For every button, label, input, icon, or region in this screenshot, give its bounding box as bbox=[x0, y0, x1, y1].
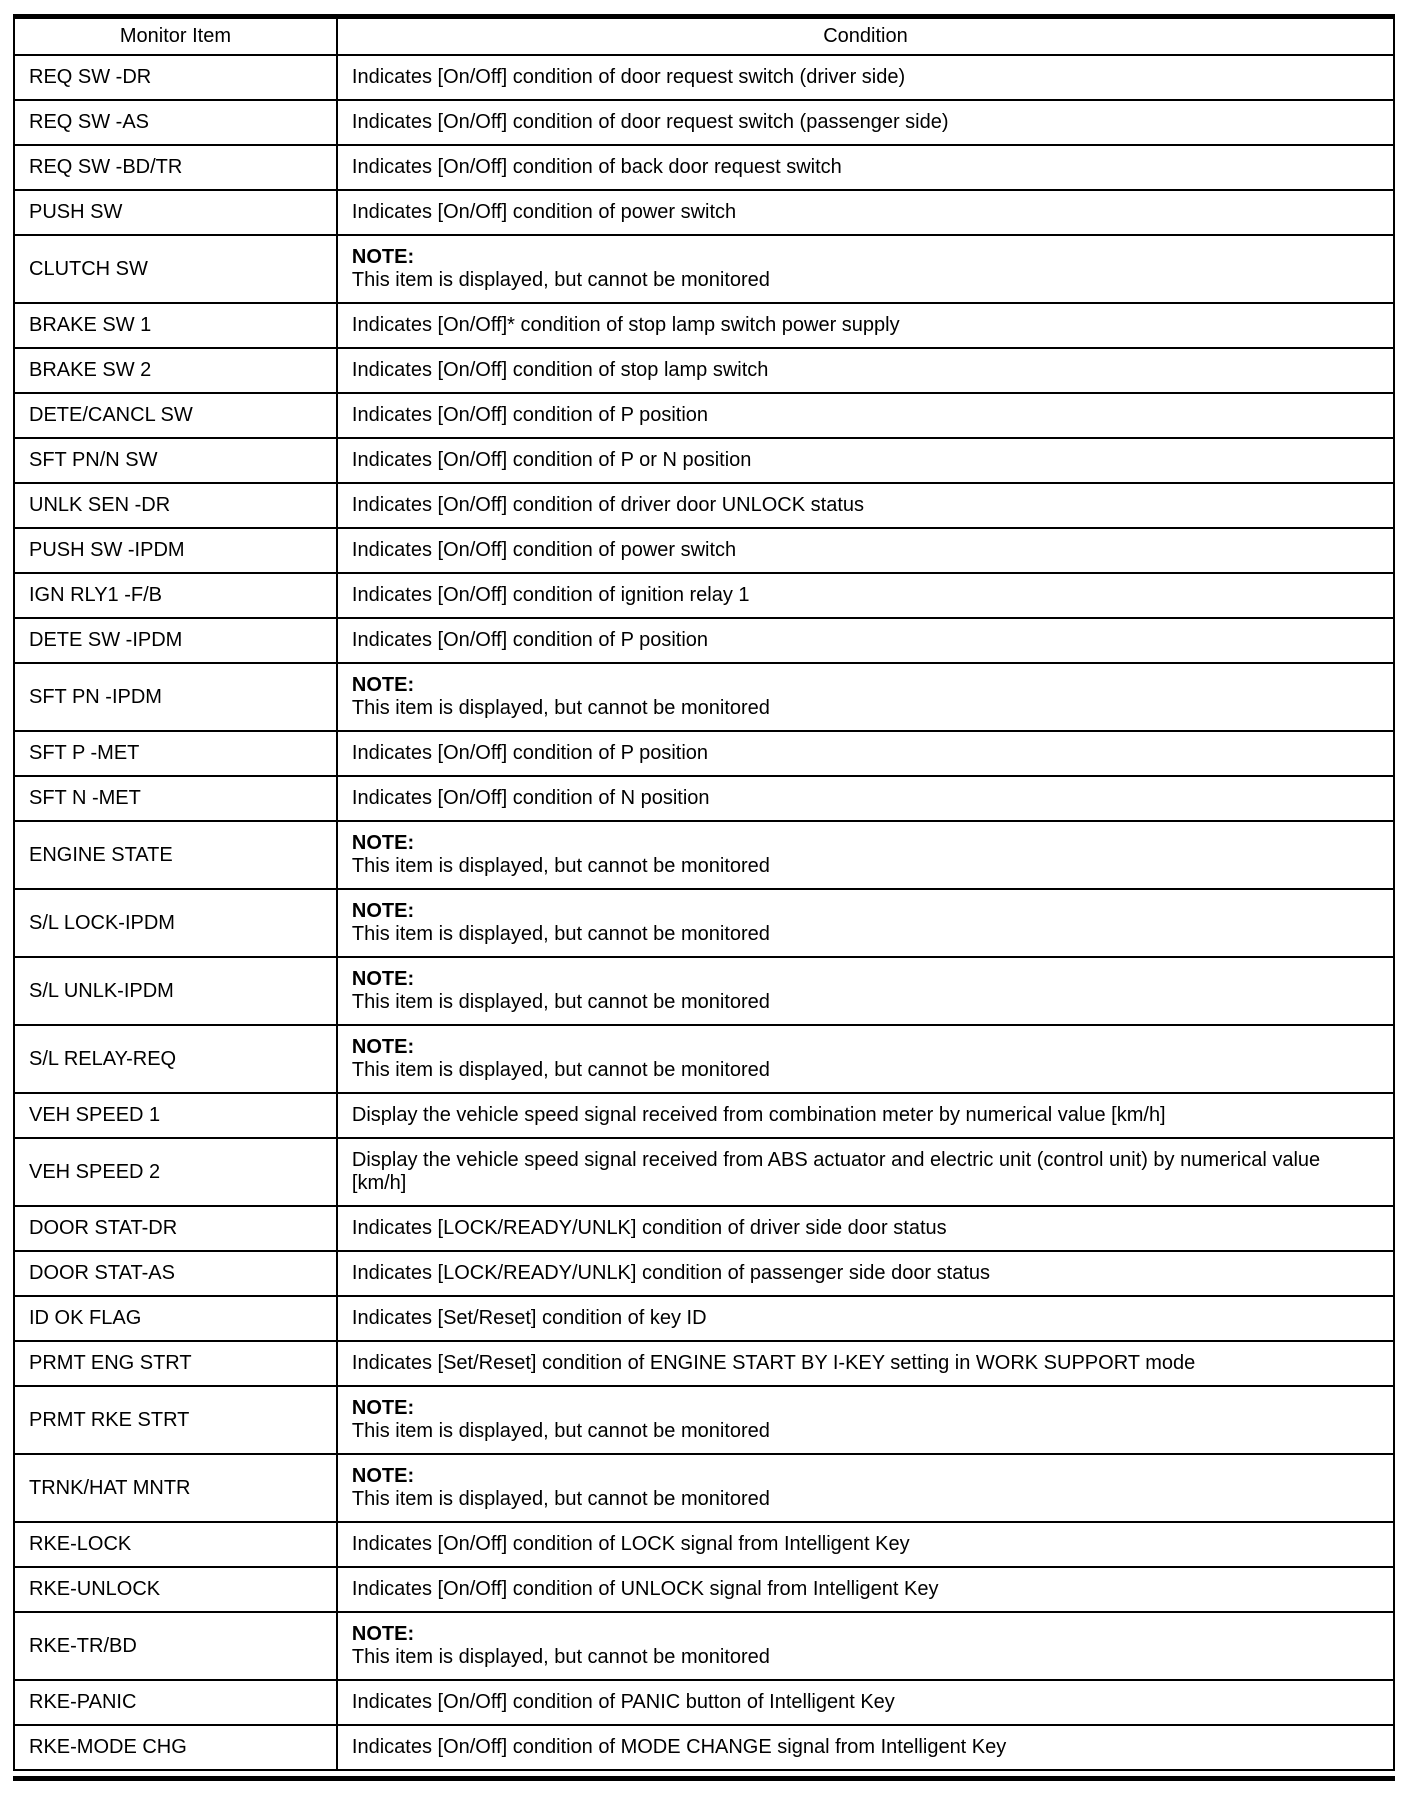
monitor-item-cell: DETE/CANCL SW bbox=[14, 393, 337, 438]
monitor-item-cell: VEH SPEED 2 bbox=[14, 1138, 337, 1206]
monitor-item-cell: DETE SW -IPDM bbox=[14, 618, 337, 663]
monitor-item-cell: SFT PN -IPDM bbox=[14, 663, 337, 731]
condition-cell: Indicates [On/Off]* condition of stop lamp switch power supply bbox=[337, 303, 1394, 348]
condition-cell: Indicates [On/Off] condition of P position bbox=[337, 731, 1394, 776]
note-text: This item is displayed, but cannot be monitored bbox=[351, 1646, 770, 1668]
table-row bbox=[14, 438, 1394, 483]
condition-cell bbox=[337, 1454, 1394, 1522]
condition-cell: Indicates [On/Off] condition of driver door UNLOCK status bbox=[337, 483, 1394, 528]
note-text: This item is displayed, but cannot be monitored bbox=[351, 269, 770, 291]
monitor-table-frame bbox=[13, 14, 1395, 1781]
monitor-item-cell: RKE-MODE CHG bbox=[14, 1725, 337, 1770]
table-row bbox=[14, 100, 1394, 145]
table-row bbox=[14, 1251, 1394, 1296]
monitor-item-cell: SFT N -MET bbox=[14, 776, 337, 821]
monitor-item-cell: S/L UNLK-IPDM bbox=[14, 957, 337, 1025]
table-row bbox=[14, 1093, 1394, 1138]
note-text: This item is displayed, but cannot be monitored bbox=[351, 923, 770, 945]
column-header-condition: Condition bbox=[337, 19, 1394, 55]
table-row bbox=[14, 573, 1394, 618]
note-label: NOTE: bbox=[351, 1036, 415, 1058]
table-row bbox=[14, 483, 1394, 528]
condition-cell: Indicates [Set/Reset] condition of key ID bbox=[337, 1296, 1394, 1341]
monitor-item-cell: UNLK SEN -DR bbox=[14, 483, 337, 528]
table-row bbox=[14, 1296, 1394, 1341]
column-header-monitor-item: Monitor Item bbox=[14, 19, 337, 55]
table-row bbox=[14, 1680, 1394, 1725]
condition-cell: Indicates [On/Off] condition of power switch bbox=[337, 190, 1394, 235]
monitor-item-cell: RKE-TR/BD bbox=[14, 1612, 337, 1680]
monitor-item-cell: PRMT RKE STRT bbox=[14, 1386, 337, 1454]
table-row bbox=[14, 889, 1394, 957]
condition-cell: Indicates [Set/Reset] condition of ENGINE START BY I-KEY setting in WORK SUPPORT mode bbox=[337, 1341, 1394, 1386]
table-row bbox=[14, 190, 1394, 235]
note-text: This item is displayed, but cannot be monitored bbox=[351, 697, 770, 719]
table-row bbox=[14, 393, 1394, 438]
note-text: This item is displayed, but cannot be monitored bbox=[351, 1488, 770, 1510]
condition-cell bbox=[337, 1612, 1394, 1680]
monitor-item-cell: BRAKE SW 2 bbox=[14, 348, 337, 393]
monitor-item-cell: BRAKE SW 1 bbox=[14, 303, 337, 348]
condition-cell bbox=[337, 889, 1394, 957]
table-row bbox=[14, 1567, 1394, 1612]
table-row bbox=[14, 303, 1394, 348]
monitor-item-cell: PUSH SW bbox=[14, 190, 337, 235]
condition-cell: Display the vehicle speed signal received from ABS actuator and electric unit (control unit) by numerical value [km/h] bbox=[337, 1138, 1394, 1206]
condition-cell bbox=[337, 1386, 1394, 1454]
table-row bbox=[14, 55, 1394, 100]
note-label: NOTE: bbox=[351, 1397, 415, 1419]
table-row bbox=[14, 618, 1394, 663]
monitor-item-cell: DOOR STAT-AS bbox=[14, 1251, 337, 1296]
condition-cell: Indicates [LOCK/READY/UNLK] condition of driver side door status bbox=[337, 1206, 1394, 1251]
monitor-item-cell: DOOR STAT-DR bbox=[14, 1206, 337, 1251]
table-row bbox=[14, 235, 1394, 303]
monitor-item-cell: PUSH SW -IPDM bbox=[14, 528, 337, 573]
condition-cell bbox=[337, 235, 1394, 303]
condition-cell: Indicates [On/Off] condition of stop lamp switch bbox=[337, 348, 1394, 393]
table-row bbox=[14, 348, 1394, 393]
table-row bbox=[14, 776, 1394, 821]
condition-cell bbox=[337, 663, 1394, 731]
monitor-item-cell: REQ SW -AS bbox=[14, 100, 337, 145]
condition-cell: Indicates [On/Off] condition of PANIC button of Intelligent Key bbox=[337, 1680, 1394, 1725]
condition-cell: Indicates [On/Off] condition of MODE CHANGE signal from Intelligent Key bbox=[337, 1725, 1394, 1770]
table-row bbox=[14, 1612, 1394, 1680]
note-label: NOTE: bbox=[351, 968, 415, 990]
monitor-item-cell: REQ SW -BD/TR bbox=[14, 145, 337, 190]
monitor-item-cell: RKE-LOCK bbox=[14, 1522, 337, 1567]
condition-cell: Indicates [LOCK/READY/UNLK] condition of passenger side door status bbox=[337, 1251, 1394, 1296]
table-row bbox=[14, 1025, 1394, 1093]
monitor-item-cell: IGN RLY1 -F/B bbox=[14, 573, 337, 618]
note-text: This item is displayed, but cannot be monitored bbox=[351, 855, 770, 877]
note-label: NOTE: bbox=[351, 900, 415, 922]
note-label: NOTE: bbox=[351, 246, 415, 268]
condition-cell: Indicates [On/Off] condition of P or N position bbox=[337, 438, 1394, 483]
monitor-item-cell: CLUTCH SW bbox=[14, 235, 337, 303]
table-row bbox=[14, 957, 1394, 1025]
condition-cell: Indicates [On/Off] condition of back door request switch bbox=[337, 145, 1394, 190]
monitor-item-cell: S/L RELAY-REQ bbox=[14, 1025, 337, 1093]
table-row bbox=[14, 1454, 1394, 1522]
note-label: NOTE: bbox=[351, 674, 415, 696]
condition-cell: Indicates [On/Off] condition of door request switch (driver side) bbox=[337, 55, 1394, 100]
table-row bbox=[14, 663, 1394, 731]
monitor-item-cell: RKE-UNLOCK bbox=[14, 1567, 337, 1612]
condition-cell: Indicates [On/Off] condition of P position bbox=[337, 618, 1394, 663]
table-row bbox=[14, 1725, 1394, 1770]
condition-cell bbox=[337, 1025, 1394, 1093]
note-label: NOTE: bbox=[351, 832, 415, 854]
monitor-item-table bbox=[13, 19, 1395, 1771]
table-row bbox=[14, 145, 1394, 190]
monitor-item-cell: ID OK FLAG bbox=[14, 1296, 337, 1341]
monitor-item-cell: TRNK/HAT MNTR bbox=[14, 1454, 337, 1522]
table-row bbox=[14, 1522, 1394, 1567]
monitor-item-cell: SFT P -MET bbox=[14, 731, 337, 776]
condition-cell: Indicates [On/Off] condition of P position bbox=[337, 393, 1394, 438]
table-header-row bbox=[14, 19, 1394, 55]
table-body bbox=[14, 55, 1394, 1770]
condition-cell: Indicates [On/Off] condition of door request switch (passenger side) bbox=[337, 100, 1394, 145]
monitor-item-cell: S/L LOCK-IPDM bbox=[14, 889, 337, 957]
condition-cell: Indicates [On/Off] condition of ignition relay 1 bbox=[337, 573, 1394, 618]
monitor-item-cell: PRMT ENG STRT bbox=[14, 1341, 337, 1386]
monitor-item-cell: REQ SW -DR bbox=[14, 55, 337, 100]
condition-cell bbox=[337, 821, 1394, 889]
condition-cell: Display the vehicle speed signal received from combination meter by numerical value [km/h] bbox=[337, 1093, 1394, 1138]
note-text: This item is displayed, but cannot be monitored bbox=[351, 1059, 770, 1081]
condition-cell: Indicates [On/Off] condition of UNLOCK signal from Intelligent Key bbox=[337, 1567, 1394, 1612]
table-row bbox=[14, 1206, 1394, 1251]
table-row bbox=[14, 1386, 1394, 1454]
table-row bbox=[14, 1341, 1394, 1386]
table-row bbox=[14, 1138, 1394, 1206]
condition-cell: Indicates [On/Off] condition of LOCK signal from Intelligent Key bbox=[337, 1522, 1394, 1567]
note-label: NOTE: bbox=[351, 1465, 415, 1487]
note-label: NOTE: bbox=[351, 1623, 415, 1645]
table-row bbox=[14, 528, 1394, 573]
condition-cell: Indicates [On/Off] condition of N position bbox=[337, 776, 1394, 821]
table-row bbox=[14, 731, 1394, 776]
monitor-item-cell: RKE-PANIC bbox=[14, 1680, 337, 1725]
note-text: This item is displayed, but cannot be monitored bbox=[351, 991, 770, 1013]
condition-cell: Indicates [On/Off] condition of power switch bbox=[337, 528, 1394, 573]
note-text: This item is displayed, but cannot be monitored bbox=[351, 1420, 770, 1442]
monitor-item-cell: ENGINE STATE bbox=[14, 821, 337, 889]
monitor-item-cell: SFT PN/N SW bbox=[14, 438, 337, 483]
table-row bbox=[14, 821, 1394, 889]
condition-cell bbox=[337, 957, 1394, 1025]
monitor-item-cell: VEH SPEED 1 bbox=[14, 1093, 337, 1138]
